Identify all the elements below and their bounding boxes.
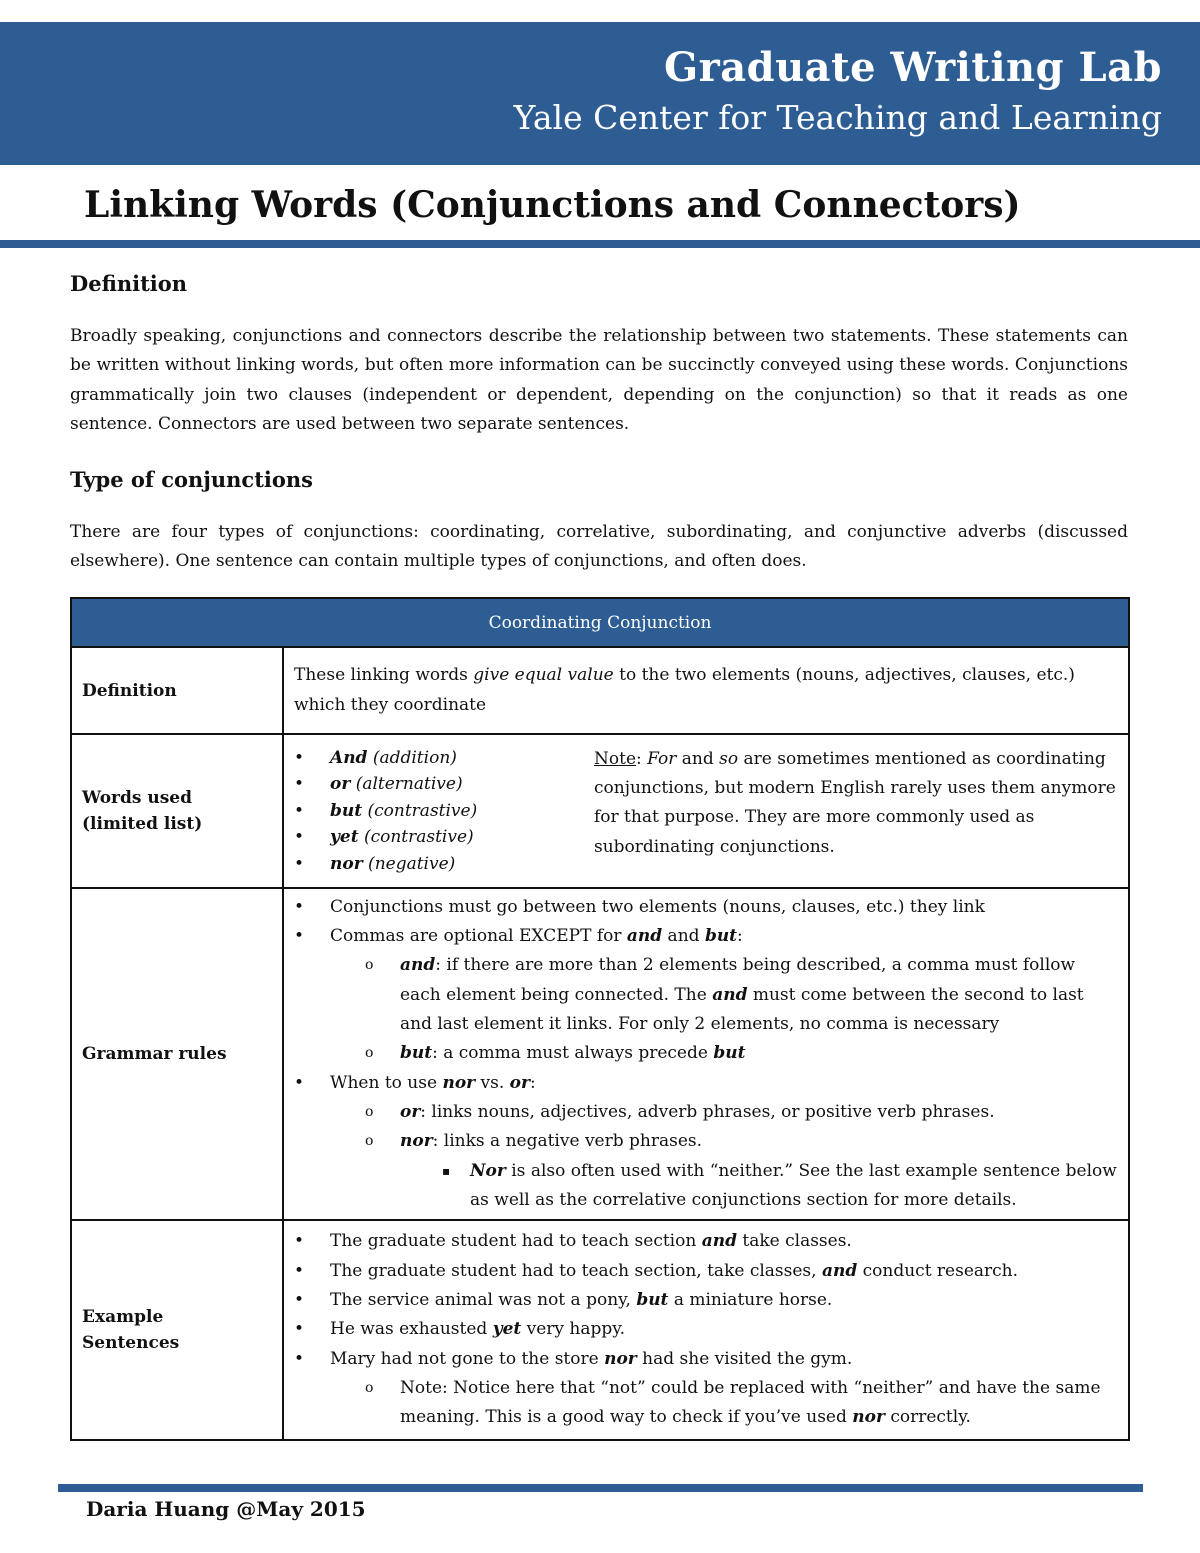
footer-author: Daria Huang @May 2015 <box>86 1497 366 1521</box>
list-item: • When to use nor vs. or: <box>294 1069 1118 1098</box>
grammar-cell <box>283 888 1129 1220</box>
words-list <box>294 745 594 878</box>
row-label-definition: Definition <box>71 647 283 734</box>
org-name: Graduate Writing Lab <box>663 44 1162 91</box>
list-item: • nor (negative) <box>294 851 594 878</box>
org-subtitle: Yale Center for Teaching and Learning <box>513 98 1162 137</box>
list-item: o nor: links a negative verb phrases. <box>294 1127 1118 1156</box>
types-heading: Type of conjunctions <box>70 467 313 492</box>
list-item: • Conjunctions must go between two elements (nouns, clauses, etc.) they link <box>294 893 1118 922</box>
row-label-examples: Example Sentences <box>71 1220 283 1440</box>
table-header: Coordinating Conjunction <box>71 598 1129 647</box>
types-paragraph: There are four types of conjunctions: coordinating, correlative, subordinating, and conjunctive adverbs (discussed elsewhere). One sentence can contain multiple types of conjunctions, and often does. <box>70 522 1128 572</box>
document-title: Linking Words (Conjunctions and Connectors) <box>84 184 1021 226</box>
list-item: • yet (contrastive) <box>294 824 594 851</box>
table-row <box>71 1220 1129 1440</box>
definition-paragraph: Broadly speaking, conjunctions and connectors describe the relationship between two statements. These statements can be written without linking words, but often more information can be succinctly conveyed using these words. Conjunctions grammatically join two clauses (independent or dependent, depending on the conjunction) so that it reads as one sentence. Connectors are used between two separate sentences. <box>70 326 1128 434</box>
table-row <box>71 734 1129 888</box>
list-item: o but: a comma must always precede but <box>294 1039 1118 1068</box>
coordinating-conjunction-table <box>70 597 1130 1441</box>
list-item: • The graduate student had to teach section and take classes. <box>294 1227 1118 1256</box>
list-item: • but (contrastive) <box>294 798 594 825</box>
list-item: o and: if there are more than 2 elements being described, a comma must follow each element being connected. The and must come between the second to last and last element it links. For only 2 elements, no comma is necessary <box>294 951 1118 1039</box>
words-note: Note: For and so are sometimes mentioned as coordinating conjunctions, but modern English rarely uses them anymore for that purpose. They are more commonly used as subordinating conjunctions. <box>594 748 1116 857</box>
row-label-words: Words used (limited list) <box>71 734 283 888</box>
title-divider <box>0 240 1200 248</box>
header-banner <box>0 22 1200 165</box>
list-item: • The graduate student had to teach section, take classes, and conduct research. <box>294 1257 1118 1286</box>
list-item: ▪ Nor is also often used with “neither.” See the last example sentence below as well as the correlative conjunctions section for more details. <box>294 1157 1118 1216</box>
definition-cell: These linking words give equal value to the two elements (nouns, adjectives, clauses, etc.) which they coordinate <box>283 647 1129 734</box>
row-label-grammar: Grammar rules <box>71 888 283 1220</box>
list-item: • He was exhausted yet very happy. <box>294 1315 1118 1344</box>
list-item: • The service animal was not a pony, but a miniature horse. <box>294 1286 1118 1315</box>
list-item: • or (alternative) <box>294 771 594 798</box>
table-row <box>71 647 1129 734</box>
examples-cell <box>283 1220 1129 1440</box>
words-cell <box>283 734 1129 888</box>
list-item: o or: links nouns, adjectives, adverb phrases, or positive verb phrases. <box>294 1098 1118 1127</box>
list-item: • And (addition) <box>294 745 594 772</box>
list-item: • Commas are optional EXCEPT for and and but: <box>294 922 1118 951</box>
table-row <box>71 888 1129 1220</box>
list-item: o Note: Notice here that “not” could be replaced with “neither” and have the same meaning. This is a good way to check if you’ve used nor correctly. <box>294 1374 1118 1433</box>
definition-heading: Definition <box>70 271 188 296</box>
footer-divider <box>58 1484 1143 1492</box>
list-item: • Mary had not gone to the store nor had she visited the gym. <box>294 1345 1118 1374</box>
